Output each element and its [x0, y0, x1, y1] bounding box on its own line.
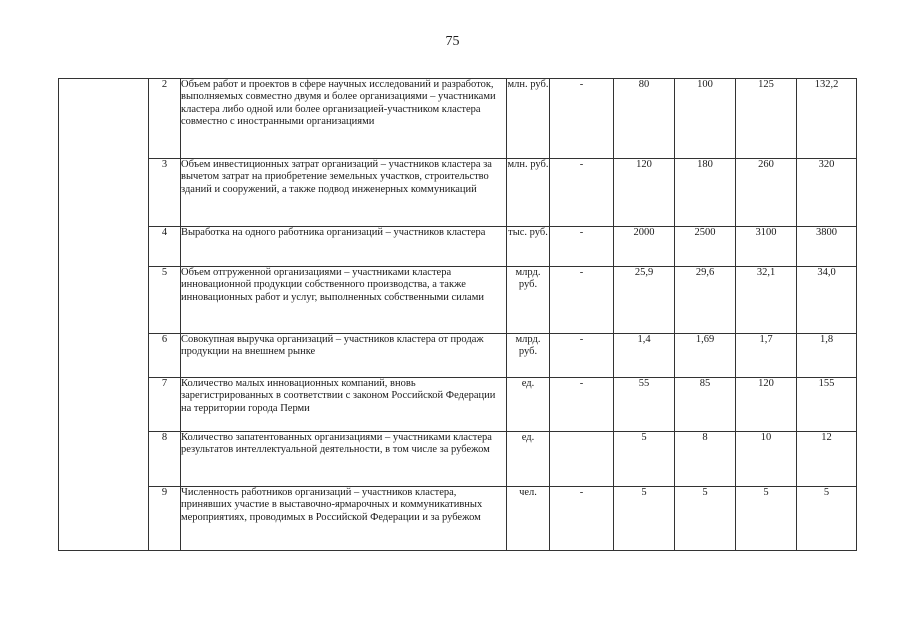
value-cell: 1,4 [614, 334, 675, 378]
indicator-name: Объем инвестиционных затрат организаций – участников кластера за вычетом затрат на приобретение земельных участков, строительство зданий и сооружений, а также подвод инженерных коммуникаций [181, 159, 507, 227]
value-cell: 2000 [614, 227, 675, 267]
value-cell: 1,7 [736, 334, 797, 378]
value-cell: 5 [614, 432, 675, 487]
value-cell: 2500 [675, 227, 736, 267]
value-cell: 5 [797, 487, 857, 551]
unit-cell: тыс. руб. [507, 227, 550, 267]
indicator-name: Совокупная выручка организаций – участников кластера от продаж продукции на внешнем рынке [181, 334, 507, 378]
indicators-table [58, 78, 857, 551]
row-number: 5 [149, 267, 181, 334]
indicator-name: Объем отгруженной организациями – участниками кластера инновационной продукции собственного производства, а также инновационных работ и услуг, выполненных собственными силами [181, 267, 507, 334]
row-number: 3 [149, 159, 181, 227]
value-cell: 1,69 [675, 334, 736, 378]
value-cell: 180 [675, 159, 736, 227]
value-cell: 100 [675, 79, 736, 159]
unit-cell: млн. руб. [507, 159, 550, 227]
indicator-name: Объем работ и проектов в сфере научных исследований и разработок, выполняемых совместно двумя и более организациями – участниками кластера либо одной или более организацией-участником кластера совместно с иностранными организациями [181, 79, 507, 159]
value-cell: 125 [736, 79, 797, 159]
indicator-name: Количество запатентованных организациями – участниками кластера результатов интеллектуальной деятельности, в том числе за рубежом [181, 432, 507, 487]
base-value-cell: - [550, 159, 614, 227]
table-row [59, 267, 857, 334]
value-cell: 85 [675, 378, 736, 432]
value-cell: 320 [797, 159, 857, 227]
row-number: 7 [149, 378, 181, 432]
table-row [59, 159, 857, 227]
value-cell: 120 [614, 159, 675, 227]
page-number: 75 [445, 34, 460, 49]
value-cell: 8 [675, 432, 736, 487]
base-value-cell: - [550, 334, 614, 378]
row-number: 4 [149, 227, 181, 267]
table-row [59, 487, 857, 551]
table-row [59, 79, 857, 159]
indicator-name: Численность работников организаций – участников кластера, принявших участие в выставочно-ярмарочных и коммуникативных мероприятиях, проводимых в Российской Федерации и за рубежом [181, 487, 507, 551]
unit-cell: млрд. руб. [507, 334, 550, 378]
value-cell: 260 [736, 159, 797, 227]
row-number: 6 [149, 334, 181, 378]
indicator-name: Выработка на одного работника организаций – участников кластера [181, 227, 507, 267]
unit-cell: чел. [507, 487, 550, 551]
table-row [59, 432, 857, 487]
value-cell: 3100 [736, 227, 797, 267]
value-cell: 55 [614, 378, 675, 432]
row-number: 9 [149, 487, 181, 551]
base-value-cell: - [550, 79, 614, 159]
table-row [59, 378, 857, 432]
value-cell: 5 [675, 487, 736, 551]
value-cell: 1,8 [797, 334, 857, 378]
base-value-cell: - [550, 487, 614, 551]
base-value-cell [550, 432, 614, 487]
unit-cell: ед. [507, 378, 550, 432]
unit-cell: млрд. руб. [507, 267, 550, 334]
value-cell: 25,9 [614, 267, 675, 334]
base-value-cell: - [550, 267, 614, 334]
value-cell: 34,0 [797, 267, 857, 334]
row-number: 2 [149, 79, 181, 159]
value-cell: 12 [797, 432, 857, 487]
unit-cell: млн. руб. [507, 79, 550, 159]
value-cell: 29,6 [675, 267, 736, 334]
indicator-name: Количество малых инновационных компаний, вновь зарегистрированных в соответствии с законом Российской Федерации на территории города Перми [181, 378, 507, 432]
row-number: 8 [149, 432, 181, 487]
base-value-cell: - [550, 378, 614, 432]
value-cell: 80 [614, 79, 675, 159]
unit-cell: ед. [507, 432, 550, 487]
value-cell: 10 [736, 432, 797, 487]
table-row [59, 334, 857, 378]
value-cell: 3800 [797, 227, 857, 267]
group-cell [59, 79, 149, 551]
value-cell: 5 [614, 487, 675, 551]
table-row [59, 227, 857, 267]
value-cell: 32,1 [736, 267, 797, 334]
base-value-cell: - [550, 227, 614, 267]
value-cell: 5 [736, 487, 797, 551]
value-cell: 132,2 [797, 79, 857, 159]
value-cell: 120 [736, 378, 797, 432]
value-cell: 155 [797, 378, 857, 432]
